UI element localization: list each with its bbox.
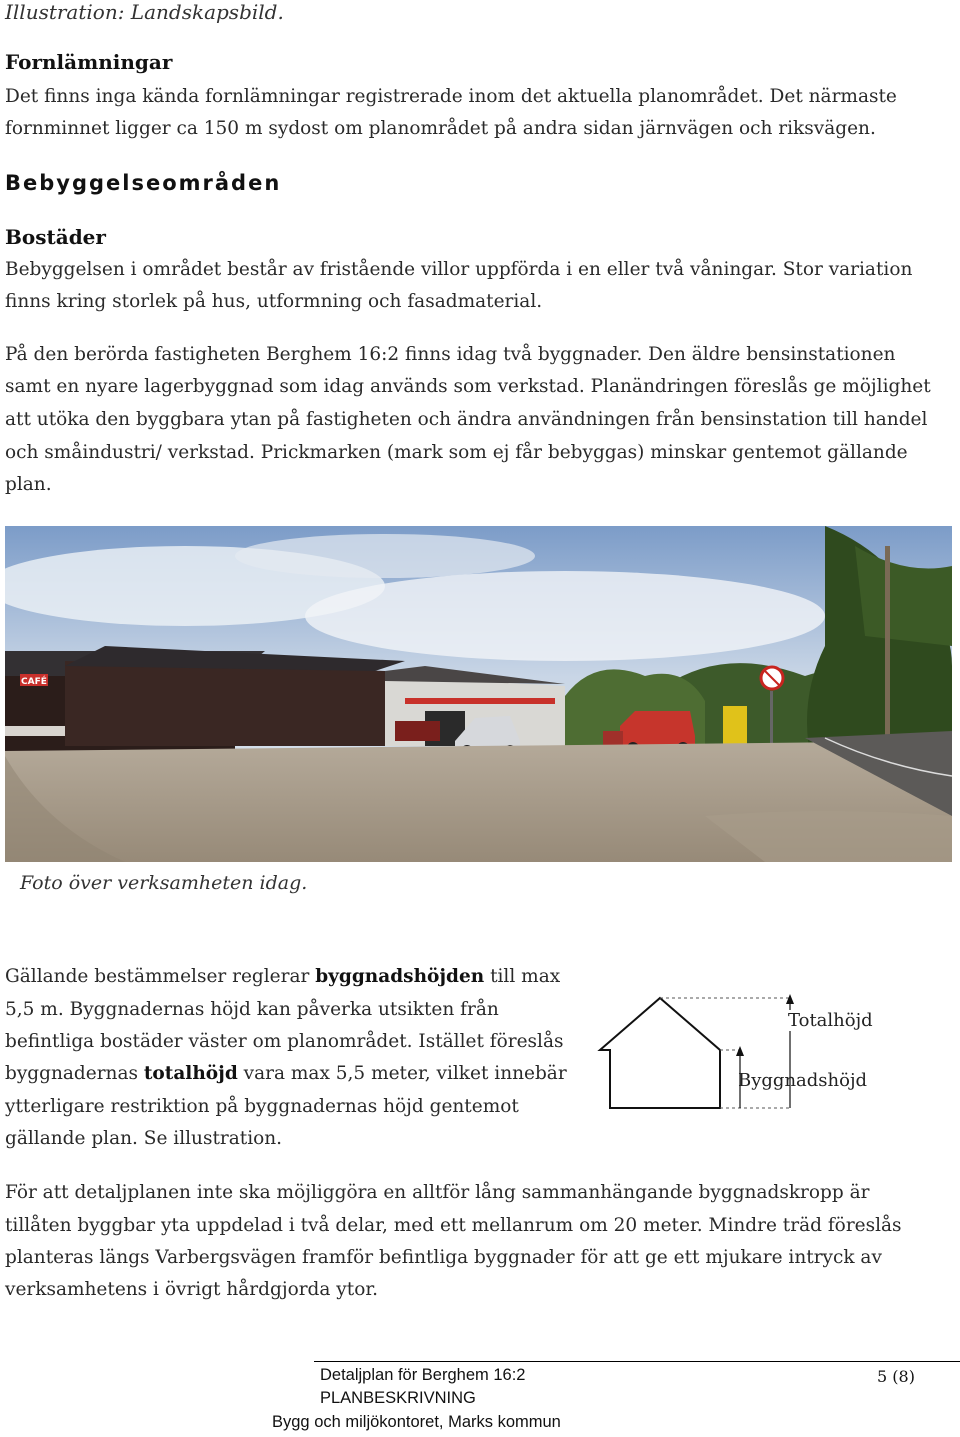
final-para-line: tillåten byggbar yta uppdelad i två delar, med ett mellanrum om 20 meter. Mindre träd föreslås <box>5 1215 902 1236</box>
bostader-para2-line: plan. <box>5 474 52 495</box>
house-outline <box>600 998 720 1108</box>
heading-bebyggelseomraden: Bebyggelseområden <box>5 171 282 195</box>
bostader-para1-line: Bebyggelsen i området består av fristående villor uppförda i en eller två våningar. Stor variation <box>5 259 913 280</box>
cafe-sign: CAFÉ <box>21 677 47 687</box>
fornlamningar-line-2: fornminnet ligger ca 150 m sydost om planområdet på andra sidan järnvägen och riksvägen. <box>5 118 876 139</box>
final-para-line: planteras längs Varbergsvägen framför befintliga byggnader för att ge ett mjukare intryck av <box>5 1247 882 1268</box>
bostader-para2-line: samt en nyare lagerbyggnad som idag används som verkstad. Planändringen föreslås ge möjlighet <box>5 376 931 397</box>
height-para-line: gällande plan. Se illustration. <box>5 1128 283 1149</box>
site-photo <box>5 526 952 862</box>
footer-rule <box>314 1361 960 1362</box>
height-para-line: befintliga bostäder väster om planområdet. Istället föreslås <box>5 1031 564 1052</box>
label-totalhojd: Totalhöjd <box>788 1010 873 1031</box>
height-para-line: 5,5 m. Byggnadernas höjd kan påverka utsikten från <box>5 999 499 1020</box>
height-para-line: ytterligare restriktion på byggnadernas höjd gentemot <box>5 1096 519 1117</box>
illustration-caption: Illustration: Landskapsbild. <box>5 0 284 24</box>
final-para-line: verksamhetens i övrigt hårdgjorda ytor. <box>5 1279 379 1300</box>
fornlamningar-line-1: Det finns inga kända fornlämningar registrerade inom det aktuella planområdet. Det närmaste <box>5 86 897 107</box>
height-para-line: byggnadernas totalhöjd vara max 5,5 meter, vilket innebär <box>5 1063 567 1084</box>
heading-fornlamningar: Fornlämningar <box>5 50 173 74</box>
height-diagram <box>595 990 935 1115</box>
label-byggnadshojd: Byggnadshöjd <box>738 1070 868 1091</box>
footer-plan-title: Detaljplan för Berghem 16:2 <box>320 1366 526 1384</box>
final-para-line: För att detaljplanen inte ska möjliggöra en alltför lång sammanhängande byggnadskropp är <box>5 1182 870 1203</box>
bostader-para2-line: att utöka den byggbara ytan på fastigheten och ändra användningen från bensinstation till handel <box>5 409 928 430</box>
photo-caption: Foto över verksamheten idag. <box>20 872 308 894</box>
bostader-para1-line: finns kring storlek på hus, utformning och fasadmaterial. <box>5 291 543 312</box>
heading-bostader: Bostäder <box>5 225 106 249</box>
page-number: 5 (8) <box>877 1367 915 1386</box>
footer-office: Bygg och miljökontoret, Marks kommun <box>272 1413 561 1431</box>
bostader-para2-line: och småindustri/ verkstad. Prickmarken (mark som ej får bebyggas) minskar gentemot gällande <box>5 442 908 463</box>
bostader-para2-line: På den berörda fastigheten Berghem 16:2 finns idag två byggnader. Den äldre bensinstationen <box>5 344 896 365</box>
height-para-line: Gällande bestämmelser reglerar byggnadshöjden till max <box>5 966 561 987</box>
footer-doc-type: PLANBESKRIVNING <box>320 1389 476 1407</box>
